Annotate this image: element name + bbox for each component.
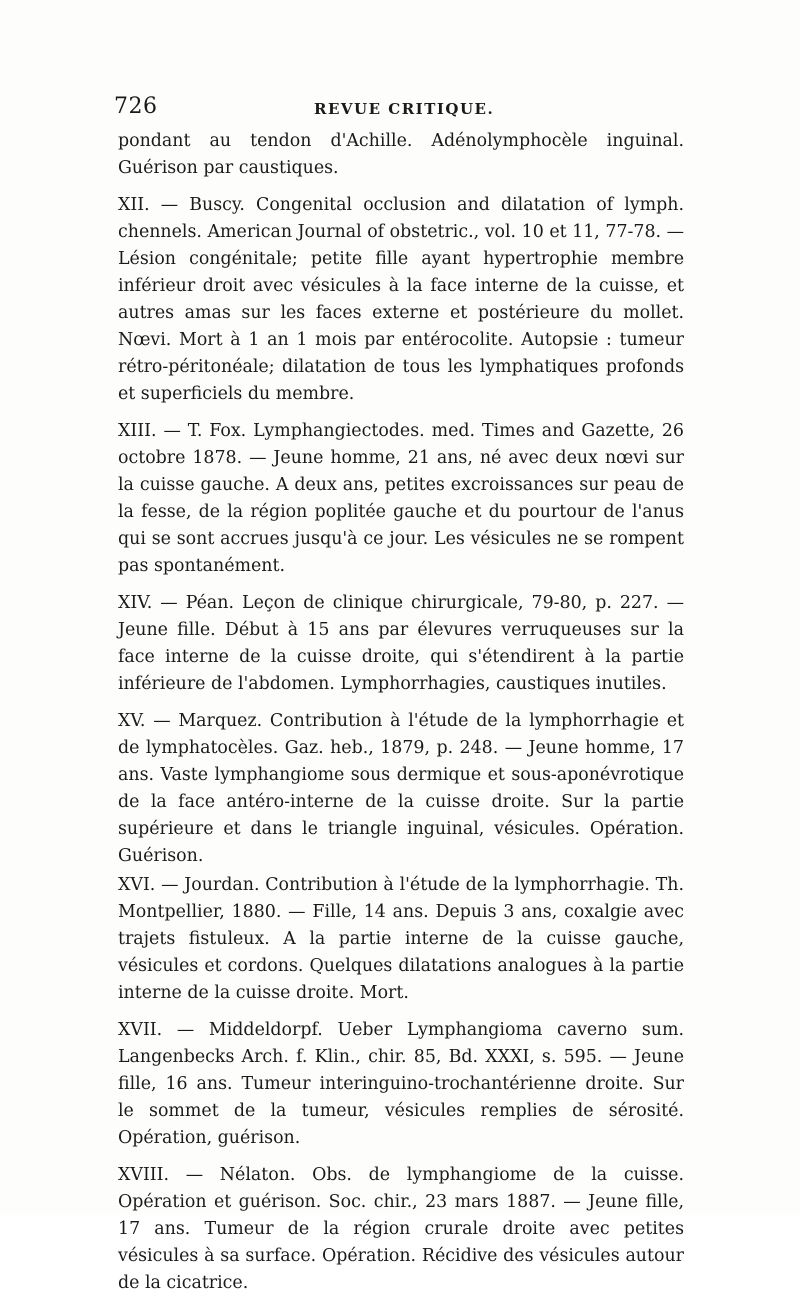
running-head: REVUE CRITIQUE. (314, 100, 495, 118)
entry-xviii: XVIII. — Nélaton. Obs. de lymphangiome de la cuisse. Opération et guérison. Soc. chir., 23 mars 1887. — Jeune fille, 17 ans. Tumeur de la région crurale droite avec petites vésicules à sa surface. Opération. Récidive des vésicules autour de la cicatrice. (118, 1165, 684, 1293)
page-header (114, 94, 684, 124)
entry-xvii: XVII. — Middeldorpf. Ueber Lymphangioma caverno sum. Langenbecks Arch. f. Klin., chir. 85, Bd. XXXI, s. 595. — Jeune fille, 16 ans. Tumeur interinguino-trochantérienne droite. Sur le sommet de la tumeur, vésicules remplies de sérosité. Opération, guérison. (118, 1020, 684, 1148)
paragraph-continuation: pondant au tendon d'Achille. Adénolymphocèle inguinal. Guérison par caustiques. (118, 131, 684, 178)
entry-xiii: XIII. — T. Fox. Lymphangiectodes. med. Times and Gazette, 26 octobre 1878. — Jeune homme, 21 ans, né avec deux nœvi sur la cuisse gauche. A deux ans, petites excroissances sur peau de la fesse, de la région poplitée gauche et du pourtour de l'anus qui se sont accrues jusqu'à ce jour. Les vésicules ne se rompent pas spontanément. (118, 421, 684, 576)
entry-xii: XII. — Buscy. Congenital occlusion and dilatation of lymph. chennels. American Journal of obstetric., vol. 10 et 11, 77-78. — Lésion congénitale; petite fille ayant hypertrophie membre inférieur droit avec vésicules à la face interne de la cuisse, et autres amas sur les faces externe et postérieure du mollet. Nœvi. Mort à 1 an 1 mois par entérocolite. Autopsie : tumeur rétro-péritonéale; dilatation de tous les lymphatiques profonds et superficiels du membre. (118, 195, 684, 404)
entry-xiv: XIV. — Péan. Leçon de clinique chirurgicale, 79-80, p. 227. — Jeune fille. Début à 15 ans par élevures verruqueuses sur la face interne de la cuisse droite, qui s'étendirent à la partie inférieure de l'abdomen. Lymphorrhagies, caustiques inutiles. (118, 593, 684, 694)
page-number: 726 (114, 94, 158, 119)
entry-xv: XV. — Marquez. Contribution à l'étude de la lymphorrhagie et de lymphatocèles. Gaz. heb., 1879, p. 248. — Jeune homme, 17 ans. Vaste lymphangiome sous dermique et sous-aponévrotique de la face antéro-interne de la cuisse droite. Sur la partie supérieure et dans le triangle inguinal, vésicules. Opération. Guérison. (118, 711, 684, 866)
body-text (118, 128, 684, 1297)
entry-xvi: XVI. — Jourdan. Contribution à l'étude de la lymphorrhagie. Th. Montpellier, 1880. — Fille, 14 ans. Depuis 3 ans, coxalgie avec trajets fistuleux. A la partie interne de la cuisse gauche, vésicules et cordons. Quelques dilatations analogues à la partie interne de la cuisse droite. Mort. (118, 875, 684, 1003)
